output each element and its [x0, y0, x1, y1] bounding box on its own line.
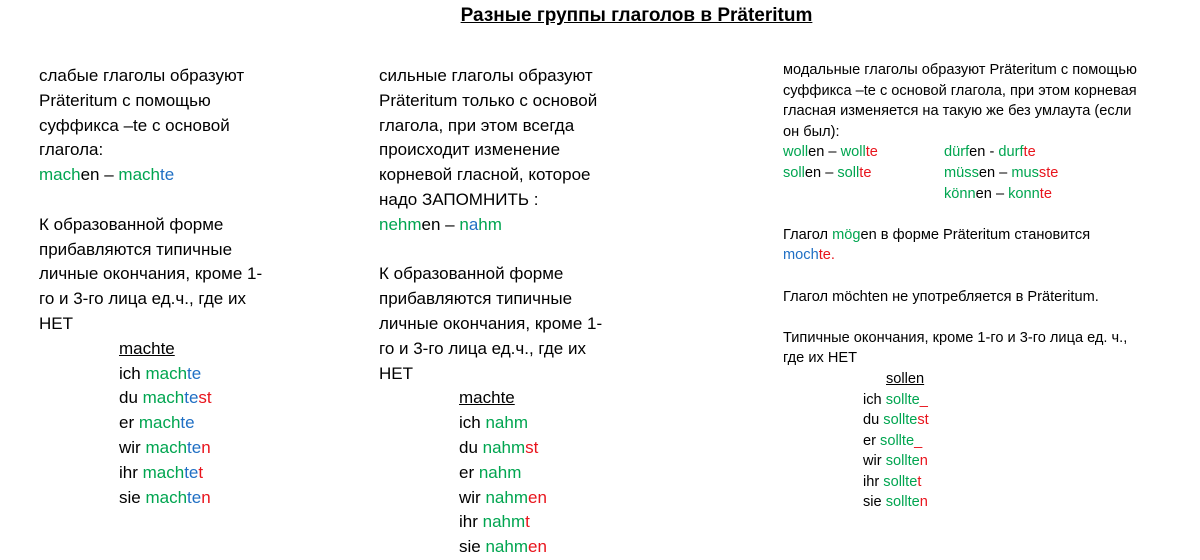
- conjugation-row: er machte: [119, 413, 195, 433]
- strong-endings-note-line: прибавляются типичные: [379, 289, 573, 309]
- conjugation-row: ich nahm: [459, 413, 528, 433]
- weak-endings-note-line: личные окончания, кроме 1-: [39, 264, 263, 284]
- conjugation-row: ihr solltet: [863, 473, 922, 490]
- changed-vowel: a: [468, 214, 479, 234]
- example-infinitive-ending: en: [421, 214, 441, 234]
- conjugation-row: sie sollten: [863, 494, 928, 511]
- modal-endings-note-line: Типичные окончания, кроме 1-го и 3-го лица ед. ч.,: [783, 329, 1128, 346]
- example-past-stem: mach: [118, 165, 160, 185]
- conjugation-row: du nahmst: [459, 437, 539, 457]
- moegen-note: Глагол mögen в форме Präteritum становится: [783, 226, 1091, 243]
- moechten-note: Глагол möchten не употребляется в Präteritum.: [783, 288, 1099, 305]
- strong-description-line: корневой гласной, которое: [379, 165, 591, 185]
- example-dash: –: [440, 214, 460, 234]
- modal-description-line: гласная изменяется на такую же без умлаута (если: [783, 103, 1132, 120]
- modal-pair: sollen – sollte: [783, 164, 872, 181]
- strong-description-line: сильные глаголы образуют: [379, 66, 593, 85]
- conjugation-row: ihr machtet: [119, 462, 204, 482]
- strong-endings-note-line: го и 3-го лица ед.ч., где их: [379, 338, 586, 358]
- strong-description-line: глагола, при этом всегда: [379, 115, 575, 135]
- strong-endings-note-line: НЕТ: [379, 363, 413, 383]
- conjugation-head: sollen: [886, 370, 925, 387]
- modal-description-line: он был):: [783, 123, 840, 140]
- strong-description-line: Präteritum только с основой: [379, 90, 598, 110]
- weak-endings-note-line: К образованной форме: [39, 214, 224, 234]
- moegen-past-form: mochte.: [783, 247, 835, 264]
- conjugation-row: wir nahmen: [459, 487, 547, 507]
- modal-pair-row: [783, 142, 1137, 163]
- strong-example: nehmen – nahm: [379, 214, 502, 234]
- weak-description-line: слабые глаголы образуют: [39, 66, 245, 85]
- strong-endings-note-line: К образованной форме: [379, 264, 564, 284]
- weak-example: [39, 163, 262, 188]
- strong-verbs-column: [379, 64, 602, 560]
- weak-description-line: суффикса –te с основой: [39, 115, 230, 135]
- strong-conjugation-table: [459, 386, 602, 560]
- weak-verbs-column: [39, 64, 262, 510]
- strong-description-line: происходит изменение: [379, 140, 561, 160]
- modal-pair: wollen – wollte: [783, 144, 878, 161]
- modal-pair-row: [783, 163, 1137, 184]
- example-dash: –: [99, 165, 119, 185]
- conjugation-row: ich machte: [119, 363, 202, 383]
- conjugation-row: sie machten: [119, 487, 211, 507]
- example-stem: nehm: [379, 214, 422, 234]
- example-past-suffix: te: [159, 165, 175, 185]
- conjugation-row: wir machten: [119, 437, 211, 457]
- modal-description-line: модальные глаголы образуют Präteritum с помощью: [783, 62, 1137, 78]
- modal-pair-row: [783, 184, 1137, 205]
- weak-conjugation-table: [119, 337, 262, 511]
- modal-endings-note-line: где их НЕТ: [783, 350, 858, 367]
- conjugation-head: machte: [459, 388, 515, 408]
- modal-pair: dürfen - durfte: [944, 144, 1036, 161]
- conjugation-head: machte: [119, 338, 175, 358]
- conjugation-row: du machtest: [119, 388, 212, 408]
- modal-conjugation-table: [863, 369, 1137, 513]
- conjugation-row: ich sollte_: [863, 391, 928, 408]
- conjugation-row: sie nahmen: [459, 537, 547, 557]
- weak-description-line: глагола:: [39, 140, 104, 160]
- strong-description-line: надо ЗАПОМНИТЬ :: [379, 189, 539, 209]
- weak-endings-note-line: го и 3-го лица ед.ч., где их: [39, 289, 246, 309]
- conjugation-row: du solltest: [863, 412, 929, 429]
- conjugation-row: wir sollten: [863, 453, 928, 470]
- modal-verbs-column: [783, 60, 1137, 513]
- weak-endings-note-line: прибавляются типичные: [39, 239, 233, 259]
- modal-description-line: суффикса –te с основой глагола, при этом корневая: [783, 82, 1137, 99]
- weak-description-line: Präteritum с помощью: [39, 90, 211, 110]
- modal-pair: können – konnte: [944, 185, 1052, 202]
- example-stem: mach: [39, 165, 81, 185]
- conjugation-row: ihr nahmt: [459, 512, 530, 532]
- conjugation-row: er sollte_: [863, 432, 923, 449]
- strong-endings-note-line: личные окончания, кроме 1-: [379, 313, 603, 333]
- example-infinitive-ending: en: [80, 165, 100, 185]
- page-title: Разные группы глаголов в Präteritum: [460, 5, 813, 26]
- conjugation-row: er nahm: [459, 462, 522, 482]
- modal-pair: müssen – musste: [944, 164, 1059, 181]
- weak-endings-note-line: НЕТ: [39, 313, 73, 333]
